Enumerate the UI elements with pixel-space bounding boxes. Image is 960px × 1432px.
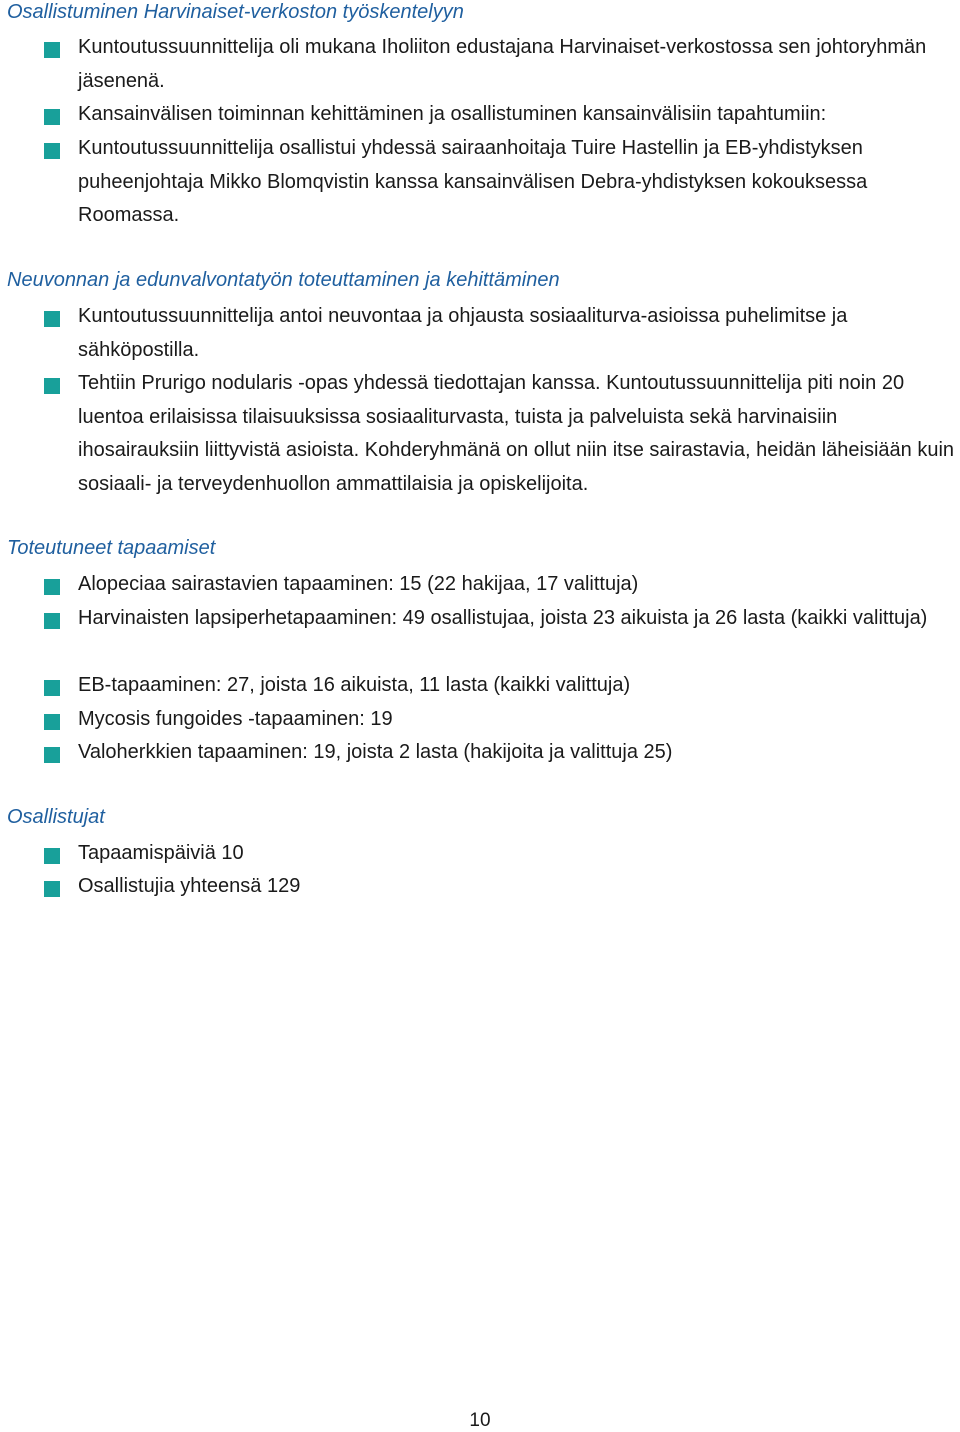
- list-item-text: Kansainvälisen toiminnan kehittäminen ja osallistuminen kansainvälisiin tapahtumiin:: [78, 103, 827, 125]
- square-bullet-icon: [44, 881, 60, 897]
- list-item-text: Osallistujia yhteensä 129: [78, 875, 301, 897]
- section-heading-harvinaiset: Osallistuminen Harvinaiset-verkoston työskentelyyn: [7, 1, 464, 23]
- list-item-text: Kuntoutussuunnittelija osallistui yhdessä sairaanhoitaja Tuire Hastellin ja EB-yhdistyksen puheenjohtaja Mikko Blomqvistin kanssa kansainvälisen Debra-yhdistyksen kokouksessa Roomassa.: [78, 137, 868, 227]
- section-heading-osallistujat: Osallistujat: [7, 806, 105, 828]
- square-bullet-icon: [44, 714, 60, 730]
- square-bullet-icon: [44, 747, 60, 763]
- list-item-text: Harvinaisten lapsiperhetapaaminen: 49 osallistujaa, joista 23 aikuista ja 26 lasta (kaikki valittuja): [78, 607, 928, 629]
- list-item-text: Valoherkkien tapaaminen: 19, joista 2 lasta (hakijoita ja valittuja 25): [78, 741, 673, 763]
- list-item-text: Kuntoutussuunnittelija oli mukana Iholiiton edustajana Harvinaiset-verkostossa sen johtoryhmän jäsenenä.: [78, 36, 927, 92]
- list-item-text: Tehtiin Prurigo nodularis -opas yhdessä tiedottajan kanssa. Kuntoutussuunnittelija piti noin 20 luentoa erilaisissa tilaisuuksissa sosiaaliturvasta, tuista ja palveluista sekä harvinaisiin ihosairauksiin liittyvistä asioista. Kohderyhmänä on ollut niin itse sairastavia, heidän läheisiään kuin sosiaali- ja terveydenhuollon ammattilaisia ja opiskelijoita.: [78, 372, 955, 495]
- section-heading-neuvonta: Neuvonnan ja edunvalvontatyön toteuttaminen ja kehittäminen: [7, 269, 560, 291]
- list-item-text: Tapaamispäiviä 10: [78, 842, 244, 864]
- square-bullet-icon: [44, 42, 60, 58]
- list-item-text: Alopeciaa sairastavien tapaaminen: 15 (22 hakijaa, 17 valittuja): [78, 573, 639, 595]
- section-heading-tapaamiset: Toteutuneet tapaamiset: [7, 537, 216, 559]
- square-bullet-icon: [44, 680, 60, 696]
- square-bullet-icon: [44, 143, 60, 159]
- square-bullet-icon: [44, 109, 60, 125]
- square-bullet-icon: [44, 378, 60, 394]
- square-bullet-icon: [44, 311, 60, 327]
- page-number: 10: [469, 1410, 491, 1431]
- list-item-text: Kuntoutussuunnittelija antoi neuvontaa ja ohjausta sosiaaliturva-asioissa puhelimitse ja sähköpostilla.: [78, 305, 848, 361]
- list-item-text: EB-tapaaminen: 27, joista 16 aikuista, 11 lasta (kaikki valittuja): [78, 674, 631, 696]
- square-bullet-icon: [44, 613, 60, 629]
- square-bullet-icon: [44, 848, 60, 864]
- list-item-text: Mycosis fungoides -tapaaminen: 19: [78, 708, 393, 730]
- square-bullet-icon: [44, 579, 60, 595]
